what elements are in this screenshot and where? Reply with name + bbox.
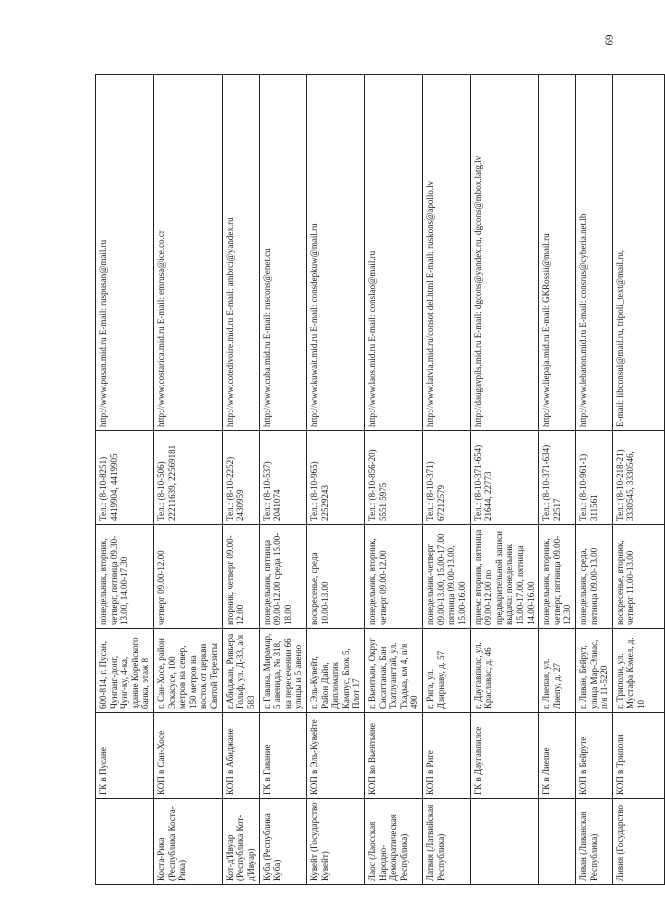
cell-phone: Тел.: (8-10-961-1) 311561 [575, 431, 612, 525]
cell-phone: Тел.: (8-10-218-21) 3330545, 3330546, [612, 431, 664, 525]
cell-mission: ГК в Пусане [96, 713, 154, 799]
cell-web-email: http://www.laos.mid.ru E-mail: conslao@mail.ru [365, 75, 423, 431]
cell-country: Ливан (Ливанская Республика) [575, 799, 612, 885]
cell-phone: Тел.: (8-10-856-20) 5551 5975 [365, 431, 423, 525]
table-row [222, 75, 259, 885]
cell-mission: КОП во Вьентьяне [365, 713, 423, 799]
cell-country: Ливия (Государство [612, 799, 664, 885]
cell-web-email: E-mail: libconsul@mail.ru, tripoli_text@mail.ru, [612, 75, 664, 431]
cell-country [539, 799, 576, 885]
cell-mission: КОП в Риге [423, 713, 470, 799]
cell-country: Коста-Рика (Республика Коста-Рика) [154, 799, 223, 885]
table-row [306, 75, 364, 885]
table-row [154, 75, 223, 885]
cell-country: Кувейт (Государство Кувейт) [306, 799, 364, 885]
table-row [612, 75, 664, 885]
cell-country: Куба (Республика Куба) [259, 799, 306, 885]
cell-hours: вторник, четверг 09.00-12.00 [222, 525, 259, 629]
table-row [539, 75, 576, 885]
cell-address: 600-814, г. Пусан, Чунганг-донг, Чунг-ку, 4-ка, здание Корейского банка, этаж 8 [96, 629, 154, 713]
table-row [470, 75, 539, 885]
cell-web-email: http://www.cuba.mid.ru E-mail: ruscons@enet.cu [259, 75, 306, 431]
cell-hours: прием: вторник, пятница 09.00-12.00 по предварительной записи выдача: понедельник 15.00-17.00, пятница 14.00-16.00 [470, 525, 539, 629]
cell-address: г. Сан-Хосе, район Эскасусе, 100 метров на север, 150 метров на восток от церкви Святой Терезиты [154, 629, 223, 713]
table-row [259, 75, 306, 885]
cell-hours: понедельник, вторник, четверг, пятница 09.00-12.30 [539, 525, 576, 629]
consulate-table-rotated [95, 75, 647, 885]
cell-address: г. Лиепая, ул. Лиепу, д. 27 [539, 629, 576, 713]
cell-phone: Тел.: (8-10-537) 2041074 [259, 431, 306, 525]
cell-phone: Тел.: (8-10-506) 22211639, 22569181 [154, 431, 223, 525]
cell-web-email: http://www.costarica.mid.ru E-mail: emrusa@ice.co.cr [154, 75, 223, 431]
cell-phone: Тел.: (8-10-371-634) 22517 [539, 431, 576, 525]
cell-country [470, 799, 539, 885]
cell-hours: понедельник, вторник, четверг, пятница 09.30-13.00, 14.00-17.30 [96, 525, 154, 629]
cell-hours: понедельник, среда, пятница 09.00-13.00 [575, 525, 612, 629]
consulate-table [95, 74, 665, 885]
cell-mission: КОП в Абиджане [222, 713, 259, 799]
cell-mission: ГК в Лиепае [539, 713, 576, 799]
cell-address: г. Рига, ул. Дзирнаву, д. 57 [423, 629, 470, 713]
cell-mission: КОП в Эль-Кувейте [306, 713, 364, 799]
cell-mission: ГК в Даугавпилсе [470, 713, 539, 799]
cell-web-email: http://www.cotedivoire.mid.ru E-mail: ambrci@yandex.ru [222, 75, 259, 431]
cell-address: г. Эль-Кувейт, Район Дайя, Дипломатик Кампус, Блок 5, Плот 17 [306, 629, 364, 713]
cell-phone: Тел.: (8-10-965) 22529243 [306, 431, 364, 525]
cell-mission: КОП в Сан-Хосе [154, 713, 223, 799]
cell-address: г. Триполи, ул. Мустафа Кэмел, д. 10 [612, 629, 664, 713]
cell-web-email: http://www.pusan.mid.ru E-mail: ruspusan@mail.ru [96, 75, 154, 431]
cell-address: г. Ливан, Бейрут, улица Мар-Элиас, п/я 11-5220 [575, 629, 612, 713]
cell-address: г. Даугавпилс, ул. Краславас, д. 46 [470, 629, 539, 713]
cell-hours: понедельник, вторник, четверг 09.00-12.00 [365, 525, 423, 629]
cell-phone: Тел.: (8-10-371-654) 21644, 22773 [470, 431, 539, 525]
cell-hours: воскресенье, среда 10.00-13.00 [306, 525, 364, 629]
cell-address: г. Вьентьян, Округ Сисаттанак, Бан Тхатлуангтай, ул. Тхадыа, км 4, п/я 490 [365, 629, 423, 713]
cell-hours: понедельник, пятница 09.00-12.00 среда 15.00-18.00 [259, 525, 306, 629]
table-row [365, 75, 423, 885]
cell-hours: воскресенье, вторник, четверг 11.00-13.00 [612, 525, 664, 629]
cell-address: г. Гавана, Мирамар, 5 авенида, № 318, на пересечении 66 улицы и 5 авеню [259, 629, 306, 713]
cell-country [96, 799, 154, 885]
cell-country: Лаос (Лаосская Народно-Демократическая Республика) [365, 799, 423, 885]
cell-country: Кот-д'Ивуар (Республика Кот-д'Ивуар) [222, 799, 259, 885]
cell-phone: Тел.: (8-10-8251) 4419904, 4419905 [96, 431, 154, 525]
cell-mission: ГК в Гавание [259, 713, 306, 799]
table-body [96, 75, 665, 885]
cell-mission: КОП в Бейруте [575, 713, 612, 799]
page-number: 69 [602, 34, 615, 46]
cell-web-email: http://daugavpils.mid.ru E-mail: dgcons@yandex.ru, dgcons@mbox.latg.lv [470, 75, 539, 431]
cell-hours: понедельник-четверг 09.00-13.00, 15.00-17.00 пятница 09.00-13.00, 15.00-16.00 [423, 525, 470, 629]
cell-address: г.Абиджан, Ривьера Гольф, ул. Д-33, а/я 583 [222, 629, 259, 713]
cell-phone: Тел.: (8-10-371) 67212579 [423, 431, 470, 525]
table-row [423, 75, 470, 885]
cell-country: Латвия (Латвийская Республика) [423, 799, 470, 885]
cell-web-email: http://www.latvia.mid.ru/consot del.html E-mail: ruskons@apollo.lv [423, 75, 470, 431]
cell-mission: КОП в Триполи [612, 713, 664, 799]
table-row [575, 75, 612, 885]
cell-web-email: http://www.lebanon.mid.ru E-mail: consrus@cyberia.net.lb [575, 75, 612, 431]
cell-phone: Тел.: (8-10-2252) 2430959 [222, 431, 259, 525]
cell-web-email: http://www.liepaja.mid.ru E-mail: GKRossii@mail.ru [539, 75, 576, 431]
cell-web-email: http://www.kuwait.mid.ru E-mail: consdepkuw@mail.ru [306, 75, 364, 431]
cell-hours: четверг 09.00-12.00 [154, 525, 223, 629]
table-row [96, 75, 154, 885]
